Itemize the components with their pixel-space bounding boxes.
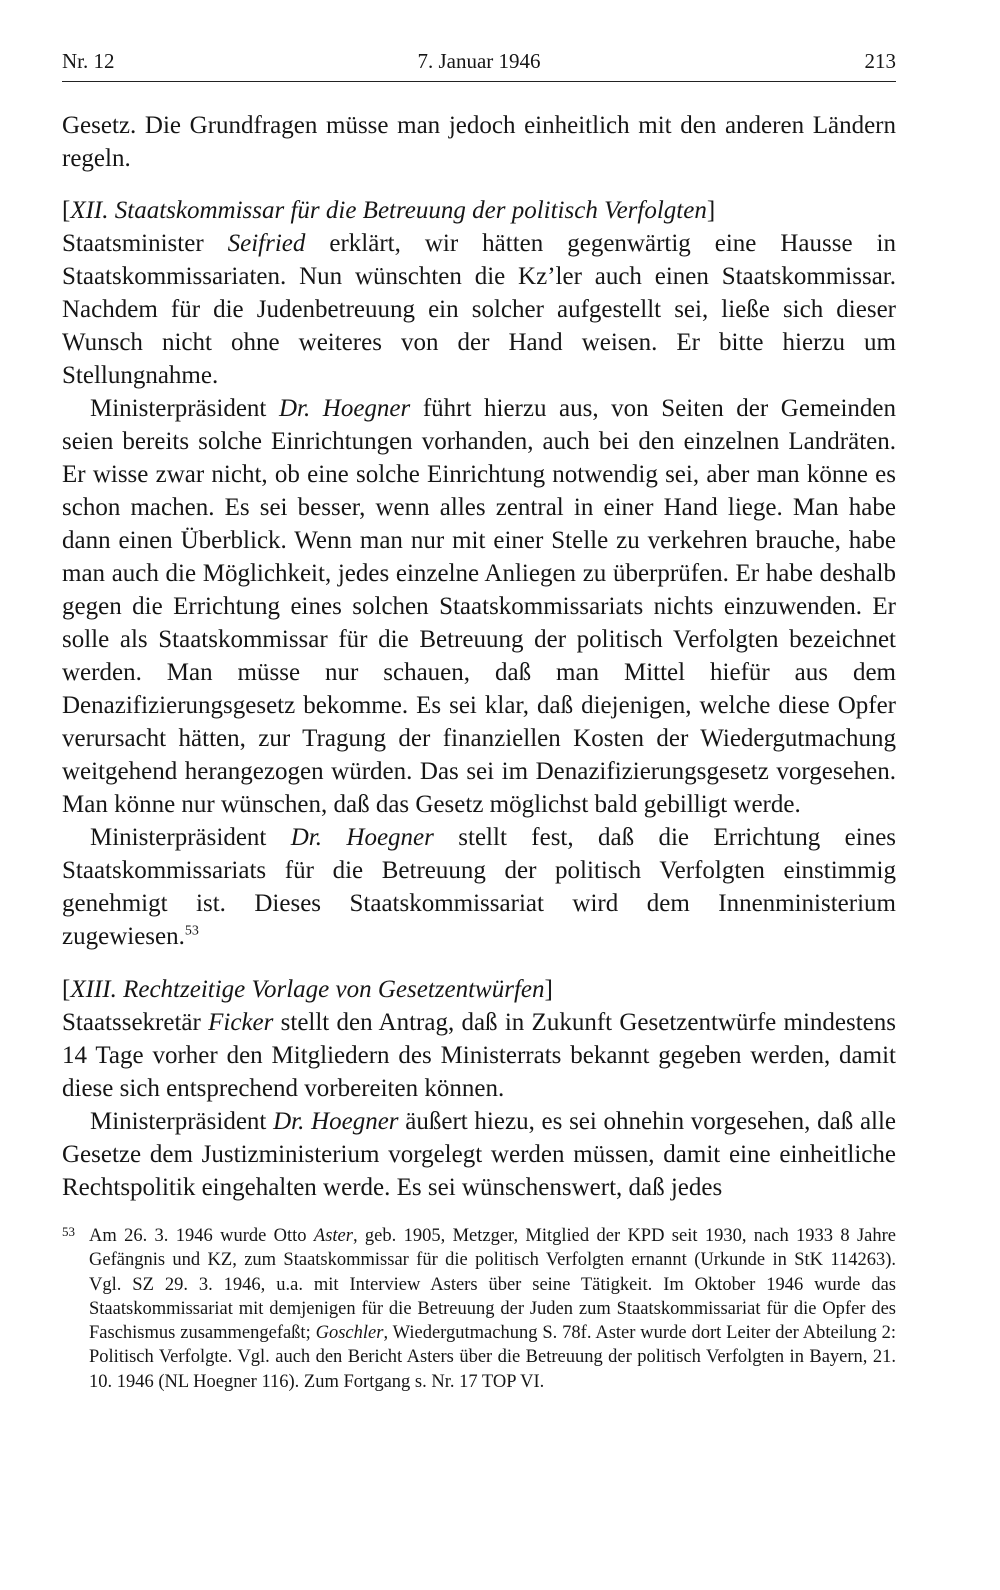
- speaker-title: Dr.: [290, 824, 323, 851]
- paragraph-6-text: äußert hiezu, es sei ohnehin vorgesehen, daß alle Gesetze dem Justizministerium vorgelegt werden müssen, damit eine einheitliche Rechtspolitik eingehalten werde. Es sei wünschenswert, daß jedes: [62, 1108, 897, 1201]
- section-heading-xiii: [62, 973, 896, 1006]
- speaker-name: Seifried: [227, 230, 306, 257]
- footnote-reference-53[interactable]: 53: [184, 923, 199, 939]
- speaker-title: Dr.: [278, 395, 311, 422]
- running-head: [62, 46, 896, 76]
- speaker-role: Ministerpräsident: [90, 395, 267, 422]
- footnote-53: [62, 1224, 896, 1394]
- paragraph-5: [62, 1006, 896, 1105]
- heading-roman: XIII.: [70, 976, 117, 1003]
- page-number: 213: [864, 49, 896, 73]
- speaker-role: Staatssekretär: [62, 1009, 201, 1036]
- paragraph-5-text: stellt den Antrag, daß in Zukunft Gesetzentwürfe mindestens 14 Tage vorher den Mitgliedern des Ministerrats bekannt gegeben werden, damit diese sich entsprechend vorbereiten können.: [62, 1009, 897, 1102]
- paragraph-2-text: erklärt, wir hätten gegenwärtig eine Hausse in Staatskommissariaten. Nun wünschten die Kz’ler auch einen Staatskommissar. Nachdem für die Judenbetreuung ein solcher aufgestellt sei, ließe sich dieser Wunsch nicht ohne weiteres von der Hand weisen. Er bitte hierzu um Stellungnahme.: [62, 230, 897, 389]
- heading-bracket-close: ]: [706, 197, 716, 224]
- paragraph-4-text: stellt fest, daß die Errichtung eines Staatskommissariats für die Betreuung der politisch Verfolgten einstimmig genehmigt ist. Dieses Staatskommissariat wird dem Innenministerium zugewiesen.: [62, 824, 897, 950]
- speaker-role: Staatsminister: [62, 230, 204, 257]
- document-page: [62, 46, 896, 1394]
- footnote-name-aster: Aster: [313, 1226, 353, 1246]
- heading-bracket-open: [: [62, 197, 71, 224]
- paragraph-6: [62, 1105, 896, 1204]
- paragraph-1: [62, 109, 896, 175]
- footnotes: [62, 1224, 896, 1394]
- footnote-name-goschler: Goschler: [315, 1323, 384, 1344]
- paragraph-2: [62, 227, 896, 392]
- paragraph-1-text: Gesetz. Die Grundfragen müsse man jedoch einheitlich mit den anderen Ländern regeln.: [62, 112, 896, 172]
- footnote-text: Am 26. 3. 1946 wurde Otto: [89, 1226, 307, 1246]
- header-rule: [62, 81, 896, 82]
- section-heading-xii: [62, 194, 896, 227]
- paragraph-3-text: führt hierzu aus, von Seiten der Gemeinden seien bereits solche Einrichtungen vorhanden, auch bei den einzelnen Landräten. Er wisse zwar nicht, ob eine solche Einrichtung notwendig sei, aber man könne es schon machen. Es sei besser, wenn alles zentral in einer Hand liege. Man habe dann einen Überblick. Wenn man nur mit einer Stelle zu verkehren brauche, habe man auch die Möglichkeit, jedes einzelne Anliegen zu überprüfen. Er habe deshalb gegen die Errichtung eines solchen Staatskommissariats nichts einzuwenden. Er solle als Staatskommissar für die Betreuung der politisch Verfolgten bezeichnet werden. Man müsse nur schauen, daß man Mittel hiefür aus dem Denazifizierungsgesetz bekomme. Es sei klar, daß diejenigen, welche diese Opfer verursacht hätten, zur Tragung der finanziellen Kosten der Wiedergutmachung weitgehend herangezogen würden. Das sei im Denazifizierungsgesetz vorgesehen. Man könne nur wünschen, daß das Gesetz möglichst bald gebilligt werde.: [62, 395, 897, 818]
- footnote-number: 53: [62, 1224, 75, 1239]
- heading-title: Rechtzeitige Vorlage von Gesetzentwürfen: [123, 976, 545, 1003]
- paragraph-4: [62, 821, 896, 953]
- page-date: 7. Januar 1946: [417, 49, 541, 73]
- speaker-name: Hoegner: [311, 1108, 399, 1135]
- heading-title: Staatskommissar für die Betreuung der politisch Verfolgten: [114, 197, 707, 224]
- document-number: Nr. 12: [62, 49, 115, 73]
- speaker-title: Dr.: [273, 1108, 305, 1135]
- speaker-name: Hoegner: [322, 395, 411, 422]
- heading-bracket-open: [: [62, 976, 71, 1003]
- paragraph-3: [62, 392, 896, 821]
- speaker-name: Hoegner: [346, 824, 434, 851]
- speaker-role: Ministerpräsident: [90, 824, 267, 851]
- footnote-text: , geb. 1905, Metzger, Mitglied der KPD seit 1930, nach 1933 8 Jahre Gefängnis und KZ, zum Staatskommissar für die politisch Verfolgten ernannt (Urkunde in StK 114263). Vgl. SZ 29. 3. 1946, u.a. mit Interview Asters über seine Tätigkeit. Im Oktober 1946 wurde das Staatskommissariat mit demjenigen für die Betreuung der Juden zum Staatskommissariat für die Opfer des Faschismus zusammengefaßt;: [89, 1226, 896, 1344]
- speaker-role: Ministerpräsident: [90, 1108, 267, 1135]
- speaker-name: Ficker: [208, 1009, 274, 1036]
- heading-bracket-close: ]: [544, 976, 553, 1003]
- heading-roman: XII.: [70, 197, 109, 224]
- footnote-text: , Wiedergutmachung S. 78f. Aster wurde dort Leiter der Abteilung 2: Politisch Verfolgte. Vgl. auch den Bericht Asters über die Betreuung der politisch Verfolgten in Bayern, 21. 10. 1946 (NL Hoegner 116). Zum Fortgang s. Nr. 17 TOP VI.: [89, 1323, 896, 1392]
- body-text: [62, 109, 896, 1204]
